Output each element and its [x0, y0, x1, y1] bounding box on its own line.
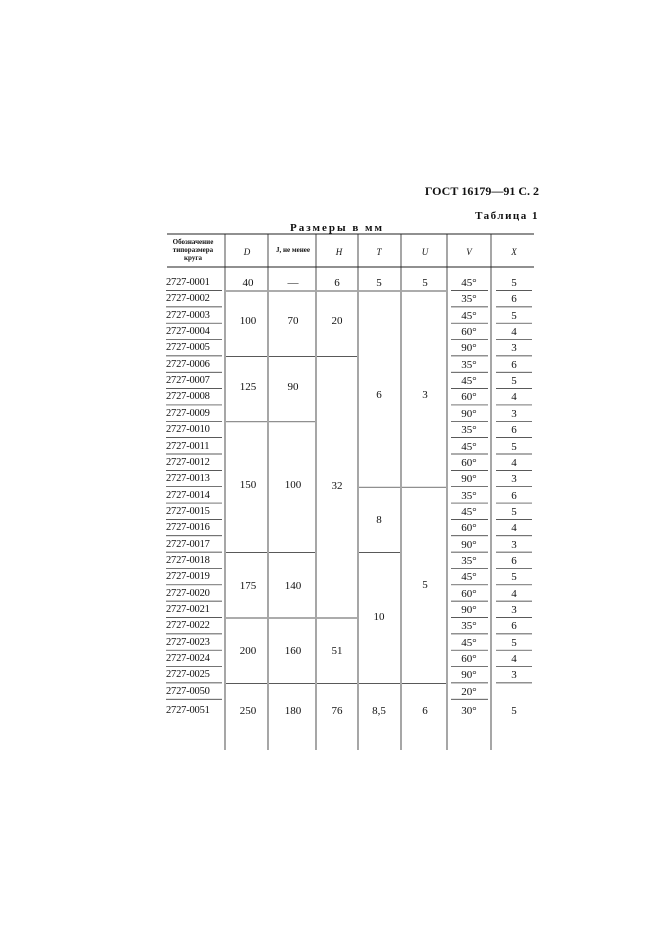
cell-J: 70	[287, 315, 299, 327]
cell-X: 5	[511, 375, 517, 388]
cell-X: 4	[511, 456, 517, 469]
cell-V: 60°	[461, 522, 477, 535]
designation-code: 2727-0010	[166, 424, 210, 436]
cell-X: 6	[511, 424, 517, 437]
designation-code: 2727-0021	[166, 604, 210, 615]
designation-code: 2727-0013	[166, 473, 210, 485]
column-header-T: T	[376, 247, 382, 257]
cell-V: 90°	[461, 604, 477, 616]
cell-V: 45°	[461, 440, 477, 453]
cell-X: 3	[511, 473, 517, 486]
column-header-designation: Обозначение типоразмера круга	[172, 238, 214, 262]
designation-code: 2727-0025	[166, 669, 210, 681]
cell-V: 45°	[461, 309, 477, 322]
cell-X: 6	[511, 358, 517, 371]
cell-X: 4	[511, 391, 517, 404]
cell-H: 20	[331, 315, 343, 327]
cell-X: 3	[511, 407, 517, 420]
cell-V: 35°	[461, 620, 477, 633]
cell-X: 4	[511, 326, 517, 339]
designation-code: 2727-0001	[166, 277, 210, 288]
cell-X: 5	[511, 571, 517, 584]
units-caption: Размеры в мм	[290, 222, 384, 234]
cell-H: 32	[331, 480, 343, 492]
cell-X: 3	[511, 538, 517, 551]
designation-code: 2727-0050	[166, 685, 210, 697]
designation-code: 2727-0014	[166, 489, 210, 501]
cell-V: 60°	[461, 326, 477, 339]
cell-V: 45°	[461, 571, 477, 584]
designation-code: 2727-0051	[166, 705, 210, 716]
cell-X: 5	[511, 636, 517, 649]
cell-T: 6	[376, 389, 382, 401]
designation-code: 2727-0019	[166, 571, 210, 583]
cell-V: 35°	[461, 358, 477, 371]
designation-code: 2727-0017	[166, 538, 210, 550]
cell-T: 8,5	[372, 705, 386, 717]
cell-J: 90	[287, 381, 299, 393]
cell-D: 200	[239, 645, 257, 657]
column-header-V: V	[466, 247, 472, 257]
cell-X: 5	[511, 309, 517, 322]
cell-V: 20°	[461, 685, 477, 698]
designation-code: 2727-0022	[166, 620, 210, 632]
cell-V: 90°	[461, 538, 477, 551]
cell-X: 4	[511, 653, 517, 666]
cell-V: 30°	[461, 705, 477, 717]
cell-T: 8	[376, 514, 382, 526]
cell-X: 6	[511, 620, 517, 633]
cell-T: 5	[376, 277, 382, 289]
cell-X: 5	[511, 277, 517, 289]
table-label: Таблица 1	[475, 210, 539, 222]
cell-V: 60°	[461, 391, 477, 404]
cell-H: 51	[331, 645, 343, 657]
column-header-U: U	[421, 247, 429, 257]
cell-X: 6	[511, 489, 517, 502]
cell-X: 4	[511, 522, 517, 535]
cell-V: 35°	[461, 293, 477, 306]
cell-J: —	[287, 277, 299, 289]
cell-V: 35°	[461, 554, 477, 567]
cell-V: 60°	[461, 587, 477, 600]
cell-J: 160	[284, 645, 302, 657]
cell-X: 3	[511, 604, 517, 616]
cell-T: 10	[373, 611, 385, 623]
cell-D: 100	[239, 315, 257, 327]
cell-J: 180	[284, 705, 302, 717]
cell-V: 45°	[461, 505, 477, 518]
cell-V: 45°	[461, 636, 477, 649]
designation-code: 2727-0002	[166, 293, 210, 305]
designation-code: 2727-0006	[166, 358, 210, 370]
designation-code: 2727-0007	[166, 375, 210, 387]
cell-J: 100	[284, 479, 302, 491]
cell-X: 5	[511, 705, 517, 717]
cell-V: 60°	[461, 456, 477, 469]
cell-V: 60°	[461, 653, 477, 666]
designation-code: 2727-0004	[166, 326, 210, 338]
designation-code: 2727-0005	[166, 342, 210, 354]
cell-U: 5	[422, 579, 428, 591]
cell-D: 125	[239, 381, 257, 393]
cell-V: 90°	[461, 342, 477, 355]
designation-code: 2727-0015	[166, 505, 210, 517]
designation-code: 2727-0012	[166, 456, 210, 468]
cell-X: 5	[511, 505, 517, 518]
cell-H: 6	[334, 277, 340, 289]
designation-code: 2727-0023	[166, 636, 210, 648]
cell-U: 6	[422, 705, 428, 717]
designation-code: 2727-0011	[166, 440, 210, 452]
designation-code: 2727-0003	[166, 309, 210, 321]
cell-X: 6	[511, 293, 517, 306]
cell-H: 76	[331, 705, 343, 717]
cell-X: 3	[511, 669, 517, 682]
designation-code: 2727-0009	[166, 407, 210, 419]
cell-X: 4	[511, 587, 517, 600]
designation-code: 2727-0024	[166, 653, 210, 665]
cell-U: 3	[422, 389, 428, 401]
cell-U: 5	[422, 277, 428, 289]
cell-D: 250	[239, 705, 257, 717]
cell-V: 90°	[461, 407, 477, 420]
cell-V: 45°	[461, 277, 477, 289]
cell-V: 90°	[461, 473, 477, 486]
cell-X: 6	[511, 554, 517, 567]
cell-D: 40	[242, 277, 254, 289]
cell-X: 5	[511, 440, 517, 453]
document-code: ГОСТ 16179—91 С. 2	[424, 184, 539, 198]
column-header-X: X	[511, 247, 517, 257]
column-header-J: J, не менее	[275, 246, 310, 254]
designation-code: 2727-0016	[166, 522, 210, 534]
cell-J: 140	[284, 580, 302, 592]
cell-V: 90°	[461, 669, 477, 682]
designation-code: 2727-0008	[166, 391, 210, 403]
column-header-H: H	[335, 247, 343, 257]
cell-V: 35°	[461, 489, 477, 502]
column-header-D: D	[243, 247, 251, 257]
cell-V: 45°	[461, 375, 477, 388]
cell-D: 150	[239, 479, 257, 491]
designation-code: 2727-0018	[166, 554, 210, 566]
designation-code: 2727-0020	[166, 587, 210, 599]
cell-D: 175	[239, 580, 257, 592]
cell-V: 35°	[461, 424, 477, 437]
cell-X: 3	[511, 342, 517, 355]
